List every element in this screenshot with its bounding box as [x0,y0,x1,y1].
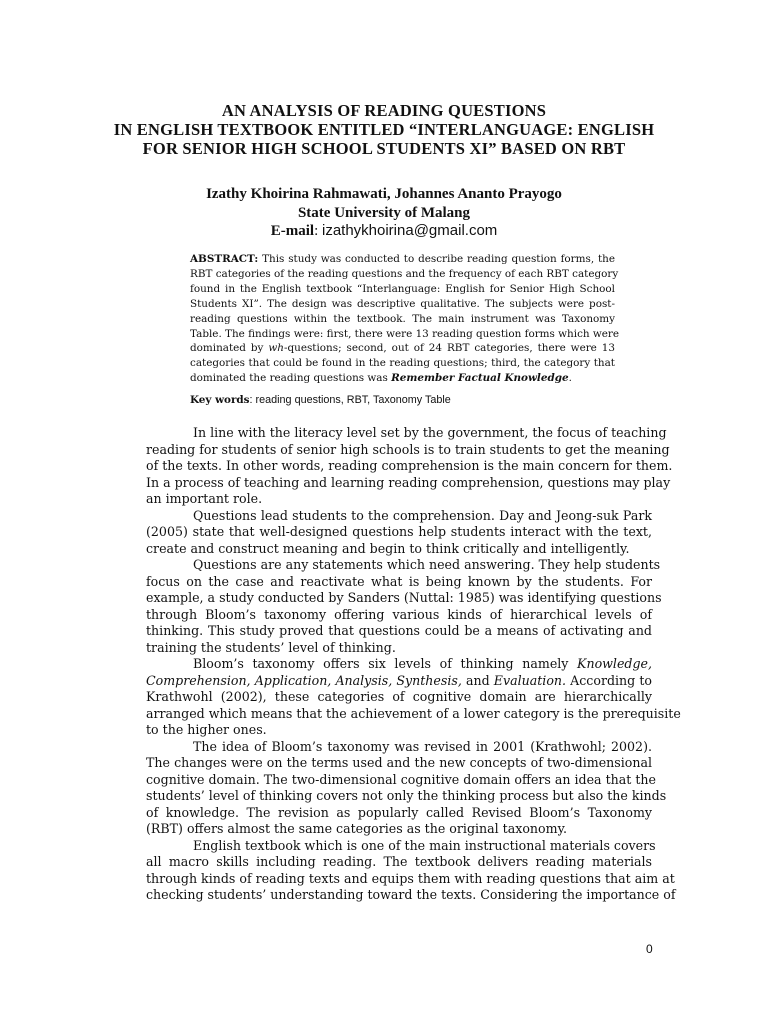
text-line: cognitive domain. The two-dimensional cognitive domain offers an idea that the [146,771,656,787]
text-line: Comprehension, Application, Analysis, Synthesis, and Evaluation. According to [146,672,653,688]
italic-term: Evaluation. [493,672,567,688]
paragraph [146,656,681,739]
page-number: 0 [646,942,653,956]
abstract-label: ABSTRACT: [190,253,259,265]
text-line: an important role. [146,491,263,506]
text-line: (2005) state that well-designed questions help students interact with the text, [146,524,652,539]
text-line: Questions are any statements which need answering. They help students [193,557,661,572]
text-line: English textbook which is one of the main instructional materials covers [193,837,656,853]
paragraph [146,425,673,508]
text-line: Bloom’s taxonomy offers six levels of thinking namely Knowledge, [193,656,652,671]
author-email-line [0,222,768,241]
email-address: izathykhoirina@gmail.com [321,222,498,239]
text-line: of knowledge. The revision as popularly called Revised Bloom’s Taxonomy [146,804,652,820]
text-line: all macro skills including reading. The textbook delivers reading materials [146,854,652,869]
email-label: E-mail [270,223,315,239]
paragraph [146,837,676,904]
wh-term: wh [268,342,284,355]
keywords-label: Key words [190,394,250,406]
abstract [190,252,620,386]
text-line: The idea of Bloom’s taxonomy was revised in 2001 (Krathwohl; 2002). [193,738,652,754]
text-line: through Bloom’s taxonomy offering various kinds of hierarchical levels of [146,606,652,622]
text-line: arranged which means that the achievement of a lower category is the prerequisite [146,705,681,721]
paragraph [146,508,652,558]
paper-title [0,101,768,159]
abstract-line: dominated the reading questions was Remember Factual Knowledge. [190,372,572,385]
abstract-line: Students XI”. The design was descriptive qualitative. The subjects were post- [190,297,615,310]
abstract-line: RBT categories of the reading questions and the frequency of each RBT category [190,267,619,280]
abstract-emphasis: Remember Factual Knowledge [391,372,569,385]
abstract-line: categories that could be found in the reading questions; third, the category that [190,357,615,370]
author-names: Izathy Khoirina Rahmawati, Johannes Ananto Prayogo [206,186,562,202]
text-line: of the texts. In other words, reading comprehension is the main concern for them. [146,458,673,473]
author-block [0,185,768,241]
abstract-line: ABSTRACT: This study was conducted to describe reading question forms, the [190,253,615,265]
paragraph [146,557,662,656]
text-line: training the students’ level of thinking. [146,639,396,655]
text-line: example, a study conducted by Sanders (Nuttal: 1985) was identifying questions [146,590,662,605]
text-line: students’ level of thinking covers not only the thinking process but also the kinds [146,788,667,803]
italic-term: Comprehension, Application, Analysis, Synthesis, [146,672,462,688]
text-line: reading for students of senior high schools is to train students to get the meaning [146,441,670,457]
text-line: (RBT) offers almost the same categories as the original taxonomy. [146,821,568,836]
email-separator: : [314,223,322,239]
text-line: to the higher ones. [146,722,267,737]
text-line: checking students’ understanding toward the texts. Considering the importance of [146,887,676,902]
text-line: In a process of teaching and learning reading comprehension, questions may play [146,474,671,490]
text-line: Krathwohl (2002), these categories of cognitive domain are hierarchically [146,689,652,704]
title-line-2: IN ENGLISH TEXTBOOK ENTITLED “INTERLANGUAGE: ENGLISH [113,120,655,140]
keywords [190,393,615,407]
abstract-line: reading questions within the textbook. The main instrument was Taxonomy [190,312,615,325]
title-line-3: FOR SENIOR HIGH SCHOOL STUDENTS XI” BASED ON RBT [142,139,626,159]
text-line: create and construct meaning and begin to think critically and intelligently. [146,540,630,556]
abstract-line: found in the English textbook “Interlanguage: English for Senior High School [190,282,615,295]
abstract-line: dominated by wh-questions; second, out of 24 RBT categories, there were 13 [190,342,615,355]
paragraph [146,738,667,838]
title-line-1: AN ANALYSIS OF READING QUESTIONS [221,101,547,120]
text-line: through kinds of reading texts and equips them with reading questions that aim at [146,870,675,886]
author-affiliation: State University of Malang [297,204,471,221]
text-line: thinking. This study proved that questions could be a means of activating and [146,623,652,638]
text-line: focus on the case and reactivate what is being known by the students. For [146,573,652,589]
abstract-line: Table. The findings were: first, there were 13 reading question forms which were [190,327,620,340]
text-line: In line with the literacy level set by the government, the focus of teaching [193,425,667,440]
text-line: The changes were on the terms used and the new concepts of two-dimensional [146,755,652,770]
italic-term: Knowledge, [577,656,652,671]
keywords-value: : reading questions, RBT, Taxonomy Table [249,394,451,406]
body-text [146,425,681,904]
text-line: Questions lead students to the comprehension. Day and Jeong-suk Park [193,507,652,523]
